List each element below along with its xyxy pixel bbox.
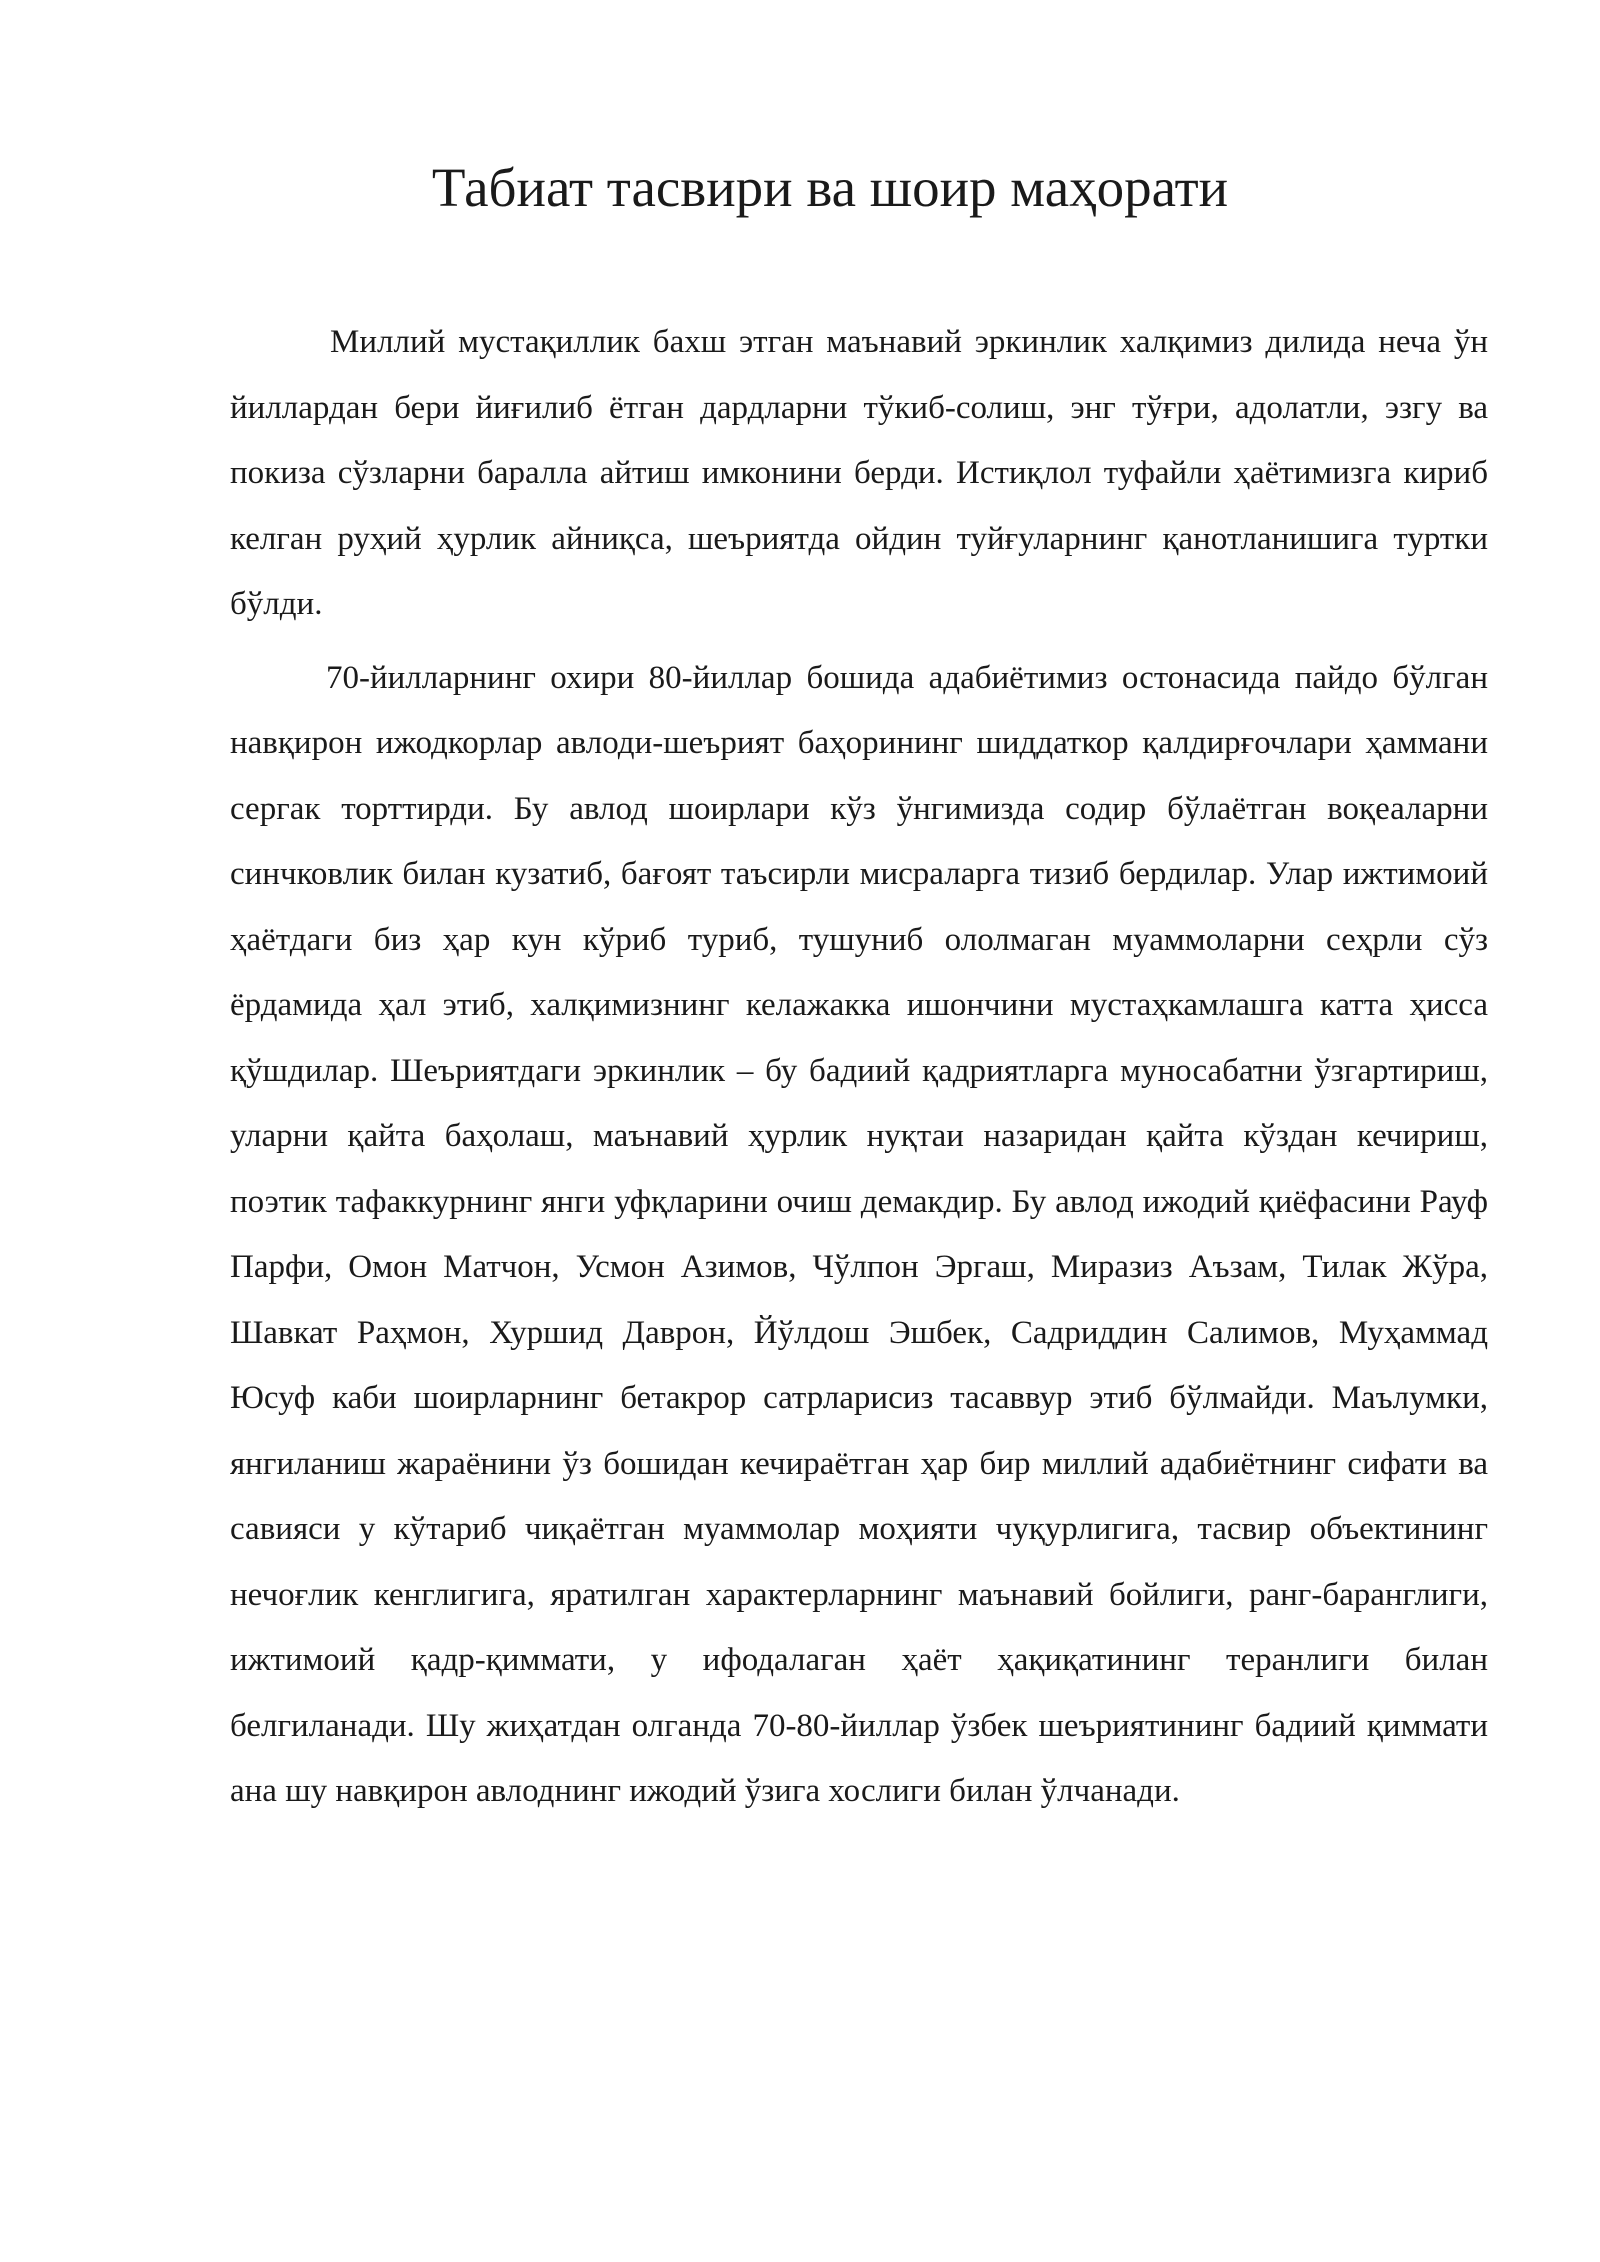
paragraph-2: 70-йилларнинг охири 80-йиллар бошида адабиётимиз остонасида пайдо бўлган навқирон ижодкорлар авлоди-шеърият баҳорининг шиддаткор қалдирғочлари ҳаммани сергак торттирди. Бу авлод шоирлари кўз ўнгимизда содир бўлаётган воқеаларни синчковлик билан кузатиб, бағоят таъсирли мисраларга тизиб бердилар. Улар ижтимоий ҳаётдаги биз ҳар кун кўриб туриб, тушуниб ололмаган муаммоларни сеҳрли сўз ёрдамида ҳал этиб, халқимизнинг келажакка ишончини мустаҳкамлашга катта ҳисса қўшдилар. Шеъриятдаги эркинлик – бу бадиий қадриятларга муносабатни ўзгартириш, уларни қайта баҳолаш, маънавий ҳурлик нуқтаи назаридан қайта кўздан кечириш, поэтик тафаккурнинг янги уфқларини очиш демакдир. Бу авлод ижодий қиёфасини Рауф Парфи, Омон Матчон, Усмон Азимов, Чўлпон Эргаш, Миразиз Аъзам, Тилак Жўра, Шавкат Раҳмон, Хуршид Даврон, Йўлдош Эшбек, Садриддин Салимов, Муҳаммад Юсуф каби шоирларнинг бетакрор сатрларисиз тасаввур этиб бўлмайди. Маълумки, янгиланиш жараёнини ўз бошидан кечираётган ҳар бир миллий адабиётнинг сифати ва савияси у кўтариб чиқаётган муаммолар моҳияти чуқурлигига, тасвир объектининг нечоғлик кенглигига, яратилган характерларнинг маънавий бойлиги, ранг-баранглиги, ижтимоий қадр-қиммати, у ифодалаган ҳаёт ҳақиқатининг теранлиги билан белгиланади. Шу жиҳатдан олганда 70-80-йиллар ўзбек шеъриятининг бадиий қиммати ана шу навқирон авлоднинг ижодий ўзига хослиги билан ўлчанади.: [230, 659, 1488, 1809]
paragraph-1: Миллий мустақиллик бахш этган маънавий эркинлик халқимиз дилида неча ўн йиллардан бери йиғилиб ётган дардларни тўкиб-солиш, энг тўғри, адолатли, эзгу ва покиза сўзларни баралла айтиш имконини берди. Истиқлол туфайли ҳаётимизга кириб келган руҳий ҳурлик айниқса, шеъриятда ойдин туйғуларнинг қанотланишига туртки бўлди.: [230, 324, 1488, 622]
document-title: Табиат тасвири ва шоир маҳорати: [431, 157, 1229, 218]
document-body: [230, 310, 1488, 1833]
